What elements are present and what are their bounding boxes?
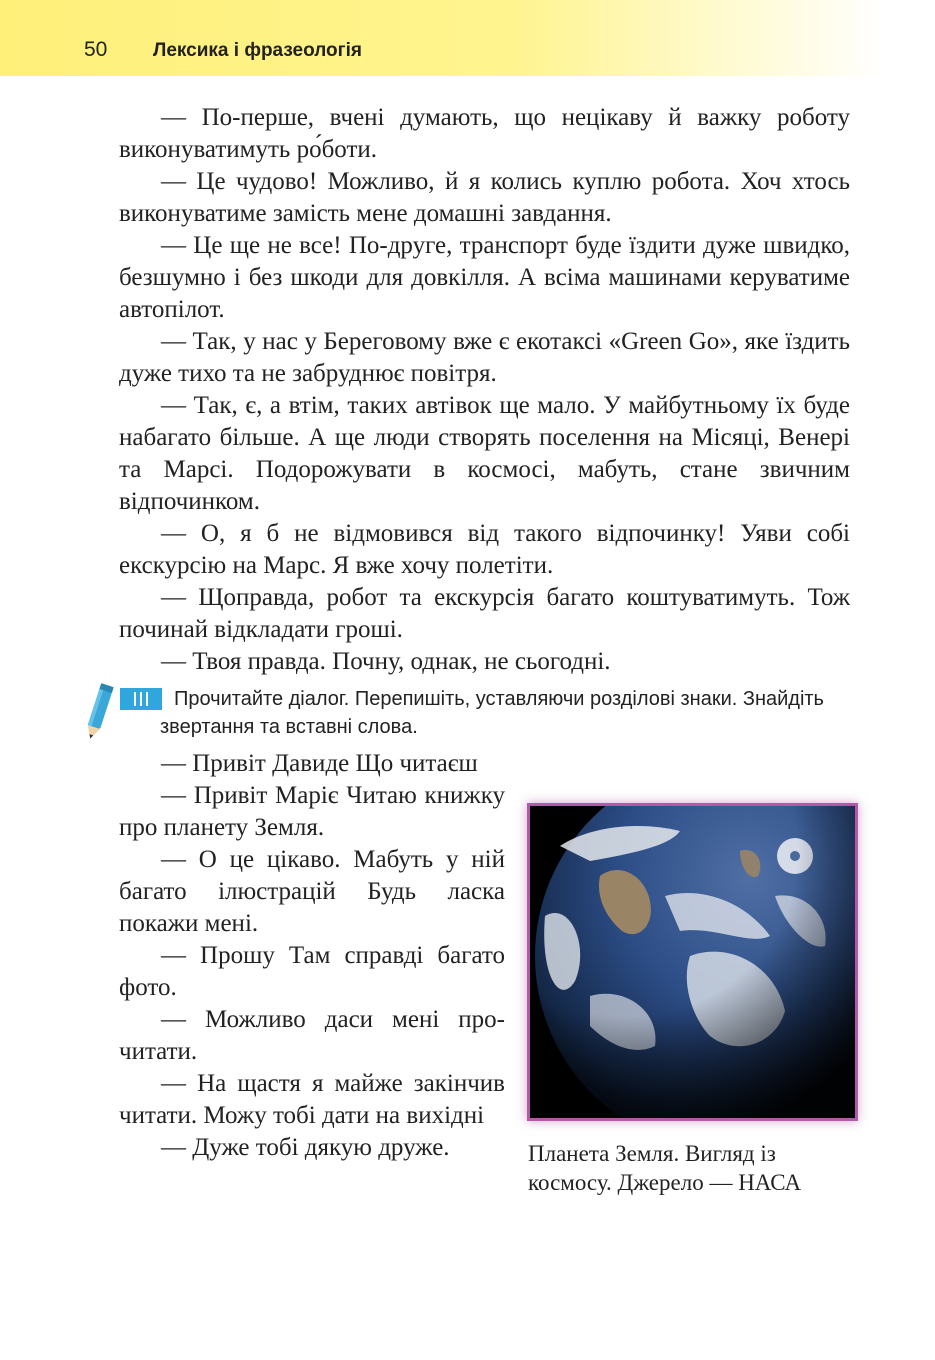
figure-caption: Планета Земля. Вигляд із космосу. Джерело — НАСА <box>528 1141 802 1195</box>
text-paragraph: — Так, є, а втім, таких автівок ще мало. У майбутньому їх буде набагато більше. А ще люди створять поселення на Місяці, Венері та Марсі. Подорожувати в космосі, мабуть, стане звичним відпочинком. <box>119 392 850 515</box>
text-paragraph: — О, я б не відмовився від такого відпочинку! Уяви собі екскурсію на Марс. Я вже хочу полетіти. <box>119 520 850 579</box>
level-badge <box>120 688 162 710</box>
dialog-line: — Дуже тобі дякую друже. <box>161 1134 450 1161</box>
dialog-line: — О це цікаво. Мабуть у ній багато ілюстрацій Будь ласка покажи мені. <box>119 846 505 937</box>
dialog-line: — Привіт Маріє Читаю книжку про планету Земля. <box>119 782 505 841</box>
text-paragraph: — Твоя правда. Почну, однак, не сьогодні. <box>161 648 611 675</box>
page-header <box>0 0 935 76</box>
dialog-line: — Прошу Там справді багато фото. <box>119 942 505 1001</box>
dialog-line: — На щастя я майже закінчив читати. Можу тобі дати на вихідні <box>119 1070 505 1129</box>
dialog-line: — Можливо даси мені прочитати. <box>119 1006 505 1065</box>
pencil-icon <box>82 682 116 744</box>
text-paragraph: — Щоправда, робот та екскурсія багато коштуватимуть. Тож починай відкладати гроші. <box>119 584 850 643</box>
exercise-dialog <box>119 748 505 1164</box>
earth-image <box>530 806 855 1118</box>
earth-photo <box>527 803 858 1121</box>
dialog-line: — Привіт Давиде Що читаєш <box>161 750 478 777</box>
dialog-text-block <box>119 102 850 678</box>
text-paragraph: — Це чудово! Можливо, й я колись куплю робота. Хоч хтось виконуватиме замість мене домашні завдання. <box>119 168 850 227</box>
text-paragraph: — По-перше, вчені думають, що нецікаву й важку роботу виконуватимуть ро́боти. <box>119 104 850 163</box>
page-number: 50 <box>84 38 108 61</box>
section-title: Лексика і фразеологія <box>153 40 362 61</box>
task-text: Прочитайте діалог. Перепишіть, уставляючи розділові знаки. Знайдіть звертання та вставні слова. <box>160 688 824 738</box>
text-paragraph: — Так, у нас у Береговому вже є екотаксі «Green Go», яке їздить дуже тихо та не забруднює повітря. <box>119 328 850 387</box>
text-paragraph: — Це ще не все! По-друге, транспорт буде їздити дуже швидко, безшумно і без шкоди для довкілля. А всіма машинами керуватиме автопілот. <box>119 232 850 323</box>
